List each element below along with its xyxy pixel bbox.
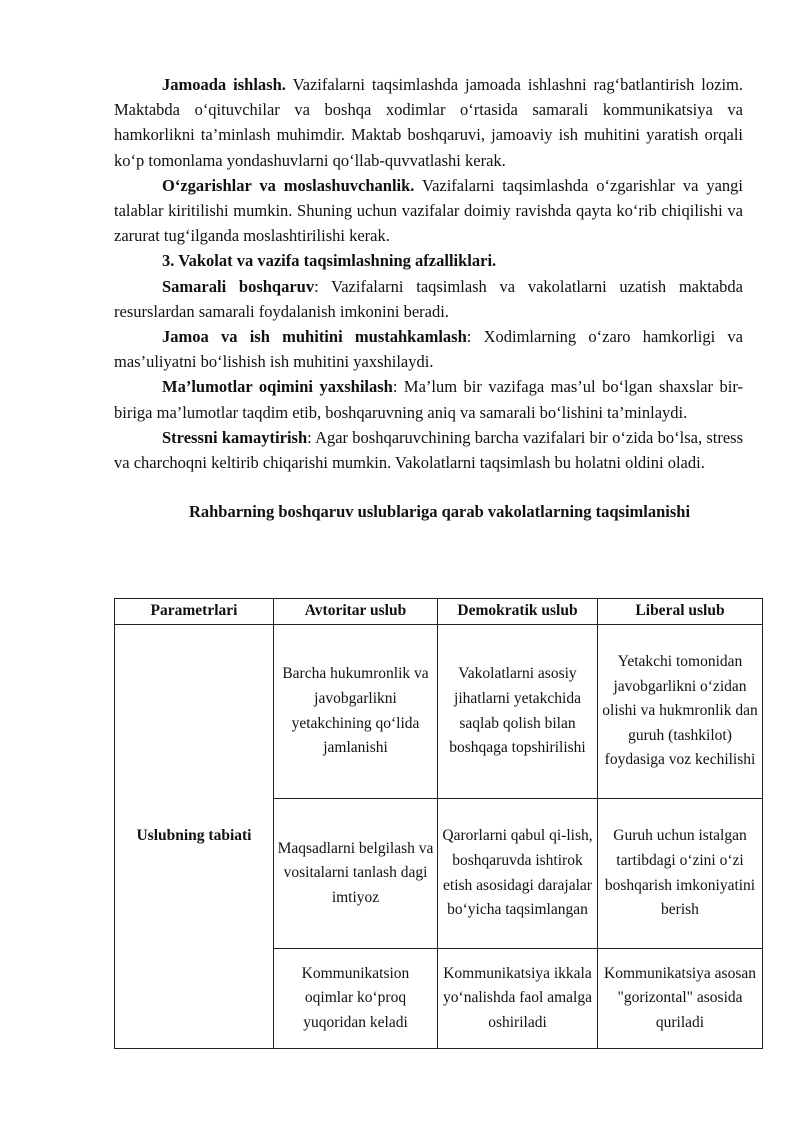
advantage-title: Samarali boshqaruv	[162, 276, 315, 296]
row-header-style-nature: Uslubning tabiati	[115, 625, 274, 1049]
table-cell: Barcha hukumronlik va javobgarlikni yetakchining qo‘lida jamlanishi	[274, 625, 438, 799]
table-cell: Maqsadlarni belgilash va vositalarni tanlash dagi imtiyoz	[274, 799, 438, 949]
paragraph-title: O‘zgarishlar va moslashuvchanlik.	[162, 175, 415, 195]
table-row	[115, 625, 763, 799]
table-header-row	[115, 599, 763, 625]
table-cell: Kommunikatsiya ikkala yo‘nalishda faol amalga oshiriladi	[438, 949, 598, 1049]
advantage-title: Stressni kamaytirish	[162, 427, 308, 447]
advantage-title: Jamoa va ish muhitini mustahkamlash	[162, 327, 467, 347]
advantage-text: : Vazifalarni taqsimlash va vakolatlarni uzatish maktabda resurslardan samarali foydalanish imkonini beradi.	[114, 276, 743, 321]
advantage-information-flow	[114, 374, 743, 424]
section-heading: 3. Vakolat va vazifa taqsimlashning afzalliklari.	[162, 251, 497, 271]
advantage-text: : Xodimlarning o‘zaro hamkorligi va mas’uliyatni bo‘lishish ish muhitini yaxshilaydi.	[114, 327, 743, 372]
column-header-parameters: Parametrlari	[115, 599, 274, 625]
column-header-authoritarian: Avtoritar uslub	[274, 599, 438, 625]
table-cell: Qarorlarni qabul qi-lish, boshqaruvda ishtirok etish asosidagi darajalar bo‘yicha taqsimlangan	[438, 799, 598, 949]
column-header-democratic: Demokratik uslub	[438, 599, 598, 625]
paragraph-title: Jamoada ishlash.	[162, 75, 286, 94]
table-cell: Guruh uchun istalgan tartibdagi o‘zini o‘zi boshqarish imkoniyatini berish	[598, 799, 763, 949]
advantage-stress-reduction	[114, 425, 743, 475]
document-body	[114, 72, 743, 523]
advantage-text: : Agar boshqaruvchining barcha vazifalari bir o‘zida bo‘lsa, stress va charchoqni keltirib chiqarishi mumkin. Vakolatlarni taqsimlash bu holatni oldini oladi.	[114, 427, 743, 473]
column-header-liberal: Liberal uslub	[598, 599, 763, 625]
table-cell: Kommunikatsion oqimlar ko‘proq yuqoridan keladi	[274, 949, 438, 1049]
paragraph-teamwork	[114, 72, 743, 173]
advantage-team-environment	[114, 324, 743, 374]
advantage-effective-management	[114, 274, 743, 324]
advantage-text: : Ma’lum bir vazifaga mas’ul bo‘lgan shaxslar bir-biriga ma’lumotlar taqdim etib, boshqaruvning aniq va samarali bo‘lishini ta’minlaydi.	[114, 377, 743, 422]
table-cell: Vakolatlarni asosiy jihatlarni yetakchida saqlab qolish bilan boshqaga topshirilishi	[438, 625, 598, 799]
paragraph-text: Vazifalarni taqsimlashda jamoada ishlashni rag‘batlantirish lozim. Maktabda o‘qituvchilar va boshqa xodimlar o‘rtasida samarali kommunikatsiya va hamkorlikni ta’minlash muhimdir. Maktab boshqaruvi, jamoaviy ish muhitini yaratish orqali ko‘p tomonlama yondashuvlarni qo‘llab-quvvatlashi kerak.	[114, 75, 743, 170]
table-cell: Kommunikatsiya asosan "gorizontal" asosida quriladi	[598, 949, 763, 1049]
leadership-styles-table	[114, 598, 763, 1049]
table-caption: Rahbarning boshqaruv uslublariga qarab vakolatlarning taqsimlanishi	[188, 502, 691, 522]
table-cell: Yetakchi tomonidan javobgarlikni o‘zidan olishi va hukmronlik dan guruh (tashkilot) foydasiga voz kechilishi	[598, 625, 763, 799]
paragraph-flexibility	[114, 173, 743, 249]
paragraph-text: Vazifalarni taqsimlashda o‘zgarishlar va yangi talablar kiritilishi mumkin. Shuning uchun vazifalar doimiy ravishda qayta ko‘rib chiqilishi va zarurat tug‘ilganda moslashtirilishi kerak.	[114, 175, 743, 246]
advantage-title: Ma’lumotlar oqimini yaxshilash	[162, 377, 393, 397]
